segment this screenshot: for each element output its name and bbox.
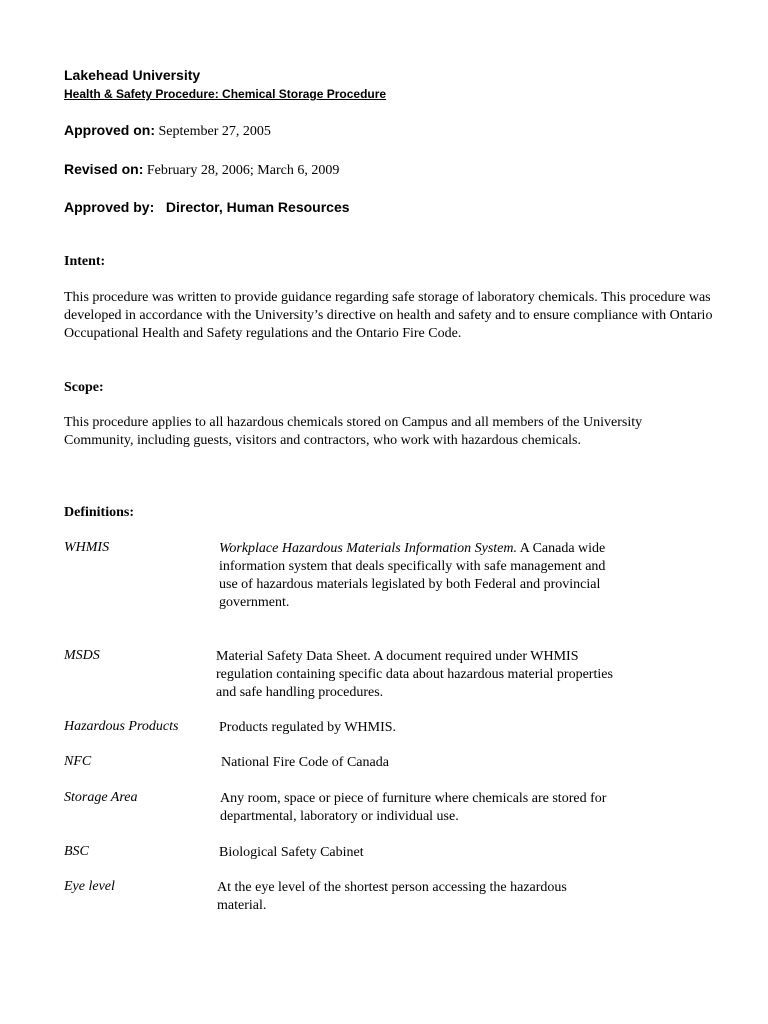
- definition-term: Eye level: [64, 879, 115, 894]
- scope-heading: Scope:: [64, 380, 104, 395]
- approved-by-value: Director, Human Resources: [165, 199, 350, 215]
- definition-term: NFC: [64, 754, 92, 769]
- definition-text: Material Safety Data Sheet. A document required under WHMIS regulation containing specific data about hazardous material properties and safe handling procedures.: [216, 649, 613, 700]
- approved-by-label: Approved by:: [64, 199, 155, 215]
- definition-text: Products regulated by WHMIS.: [219, 720, 397, 735]
- definition-term: Storage Area: [64, 790, 138, 805]
- revised-on-label: Revised on:: [64, 161, 144, 177]
- revised-on: [64, 161, 339, 179]
- definition-text: [219, 540, 619, 612]
- definitions-heading: Definitions:: [64, 505, 134, 520]
- definition-italic-text: Workplace Hazardous Materials Information System.: [219, 541, 517, 556]
- definition-text: At the eye level of the shortest person accessing the hazardous material.: [217, 880, 567, 913]
- intent-text: This procedure was written to provide guidance regarding safe storage of laboratory chemicals. This procedure was developed in accordance with the University’s directive on health and safety and to ensure compliance with Ontario Occupational Health and Safety regulations and the Ontario Fire Code.: [64, 290, 713, 341]
- definition-term: Hazardous Products: [64, 719, 179, 734]
- definition-term: BSC: [64, 844, 89, 859]
- scope-text: This procedure applies to all hazardous chemicals stored on Campus and all members of the University Community, including guests, visitors and contractors, who work with hazardous chemicals.: [64, 415, 643, 448]
- definition-term: MSDS: [64, 648, 100, 663]
- definition-text: Biological Safety Cabinet: [219, 845, 364, 860]
- approved-by: [64, 199, 350, 215]
- approved-on-label: Approved on:: [64, 122, 155, 138]
- intent-heading: Intent:: [64, 254, 106, 269]
- procedure-title: Health & Safety Procedure: Chemical Storage Procedure: [64, 87, 387, 101]
- approved-on: [64, 122, 271, 140]
- definition-plain-text: A Canada wide information system that deals specifically with safe management and use of hazardous materials legislated by both Federal and provincial government.: [219, 541, 606, 610]
- definition-text: Any room, space or piece of furniture where chemicals are stored for departmental, laboratory or individual use.: [220, 791, 607, 824]
- definition-term: WHMIS: [64, 540, 110, 555]
- approved-on-value: September 27, 2005: [158, 124, 271, 139]
- revised-on-value: February 28, 2006; March 6, 2009: [146, 163, 340, 178]
- university-name: Lakehead University: [64, 67, 201, 83]
- definition-text: National Fire Code of Canada: [221, 755, 389, 770]
